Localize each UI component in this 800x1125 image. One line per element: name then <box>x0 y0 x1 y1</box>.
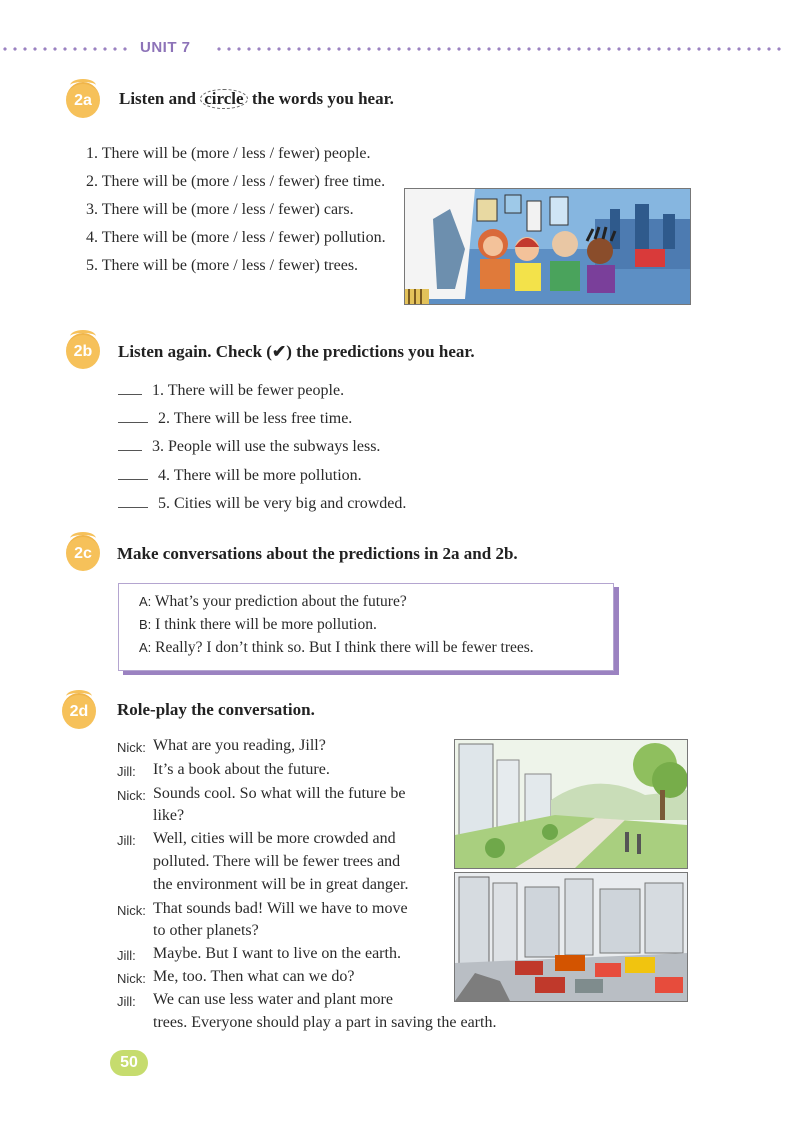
conversation-speaker-2: B: <box>139 617 152 632</box>
header-dots-right <box>214 47 784 51</box>
conversation-box <box>118 583 614 671</box>
title-2a-before: Listen and <box>119 89 196 108</box>
answer-blank-3[interactable] <box>118 436 142 451</box>
badge-2b: 2b <box>66 333 100 369</box>
answer-blank-4[interactable] <box>118 465 148 480</box>
check-item-2b-2-text: 2. There will be less free time. <box>158 410 353 427</box>
title-2b: Listen again. Check (✔) the predictions you hear. <box>118 342 475 361</box>
conversation-speaker-1: A: <box>139 594 152 609</box>
conversation-text-2: I think there will be more pollution. <box>155 616 377 633</box>
green-city-illustration <box>454 739 688 869</box>
role-line-10: Maybe. But I want to live on the earth. <box>153 945 401 962</box>
role-speaker-1: Nick: <box>117 740 146 755</box>
check-item-2b-1 <box>118 380 344 400</box>
check-item-2b-2 <box>118 408 352 428</box>
check-item-2b-5 <box>118 493 406 513</box>
role-line-8: That sounds bad! Will we have to move <box>153 900 408 917</box>
title-2a-circled: circle <box>200 89 247 109</box>
check-item-2b-3 <box>118 436 380 456</box>
role-line-3: Sounds cool. So what will the future be <box>153 785 406 802</box>
role-speaker-8: Jill: <box>117 994 136 1009</box>
role-speaker-6: Jill: <box>117 948 136 963</box>
role-speaker-2: Jill: <box>117 764 136 779</box>
role-speaker-7: Nick: <box>117 971 146 986</box>
role-line-7: the environment will be in great danger. <box>153 876 409 893</box>
list-item-2a-3: 3. There will be (more / less / fewer) cars. <box>86 201 354 218</box>
list-item-2a-1: 1. There will be (more / less / fewer) people. <box>86 145 371 162</box>
conversation-text-1: What’s your prediction about the future? <box>154 593 407 610</box>
title-2a <box>119 89 394 109</box>
badge-2d: 2d <box>62 693 96 729</box>
role-line-4: like? <box>153 807 185 824</box>
header-dots-left <box>0 47 128 51</box>
conversation-line-3 <box>139 639 534 657</box>
role-line-11: Me, too. Then what can we do? <box>153 968 355 985</box>
role-speaker-3: Nick: <box>117 788 146 803</box>
answer-blank-2[interactable] <box>118 408 148 423</box>
role-line-6: polluted. There will be fewer trees and <box>153 853 401 870</box>
answer-blank-1[interactable] <box>118 380 142 395</box>
badge-2c: 2c <box>66 535 100 571</box>
future-city-kids-illustration <box>404 188 691 305</box>
unit-label: UNIT 7 <box>140 39 191 56</box>
title-2a-after: the words you hear. <box>251 89 394 108</box>
role-line-5: Well, cities will be more crowded and <box>153 830 396 847</box>
role-line-9: to other planets? <box>153 922 259 939</box>
check-item-2b-4-text: 4. There will be more pollution. <box>158 467 362 484</box>
answer-blank-5[interactable] <box>118 493 148 508</box>
conversation-speaker-3: A: <box>139 640 152 655</box>
title-2d: Role-play the conversation. <box>117 700 315 719</box>
check-item-2b-5-text: 5. Cities will be very big and crowded. <box>158 495 407 512</box>
badge-2a: 2a <box>66 82 100 118</box>
role-speaker-5: Nick: <box>117 903 146 918</box>
list-item-2a-4: 4. There will be (more / less / fewer) pollution. <box>86 229 386 246</box>
conversation-line-1 <box>139 593 407 611</box>
page-number: 50 <box>110 1050 148 1076</box>
role-line-1: What are you reading, Jill? <box>153 737 326 754</box>
title-2c: Make conversations about the predictions in 2a and 2b. <box>117 544 518 563</box>
role-line-13: trees. Everyone should play a part in saving the earth. <box>153 1014 497 1031</box>
check-item-2b-4 <box>118 465 362 485</box>
list-item-2a-5: 5. There will be (more / less / fewer) trees. <box>86 257 359 274</box>
conversation-text-3: Really? I don’t think so. But I think there will be fewer trees. <box>155 639 534 656</box>
role-speaker-4: Jill: <box>117 833 136 848</box>
check-item-2b-3-text: 3. People will use the subways less. <box>152 438 381 455</box>
role-line-12: We can use less water and plant more <box>153 991 393 1008</box>
check-item-2b-1-text: 1. There will be fewer people. <box>152 382 345 399</box>
role-line-2: It’s a book about the future. <box>153 761 330 778</box>
list-item-2a-2: 2. There will be (more / less / fewer) free time. <box>86 173 386 190</box>
polluted-city-illustration <box>454 872 688 1002</box>
conversation-line-2 <box>139 616 377 634</box>
